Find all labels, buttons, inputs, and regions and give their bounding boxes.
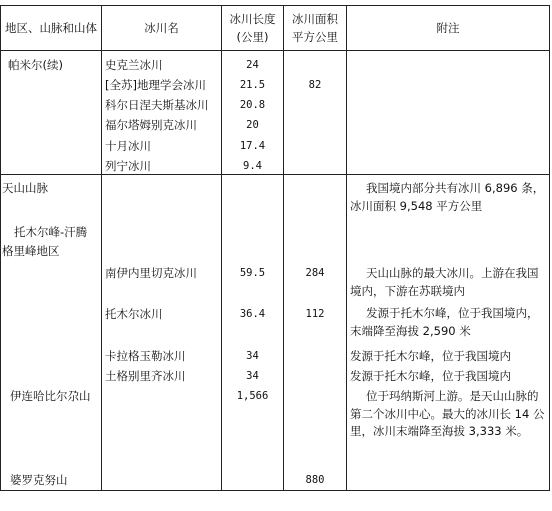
glacier-length: 34 (246, 370, 259, 382)
glacier-length: 9.4 (243, 160, 262, 172)
note-glacier: 发源于托木尔峰，位于我国境内 (350, 369, 511, 383)
glacier-name: 土格别里齐冰川 (105, 369, 186, 383)
header-area: 冰川面积 (292, 12, 338, 26)
glacier-length: 17.4 (239, 140, 266, 152)
glacier-length: 24 (246, 59, 259, 71)
note-glacier: 发源于托木尔峰，位于我国境内 (350, 349, 511, 363)
glacier-name: 十月冰川 (105, 139, 151, 153)
header-bottom-border (0, 50, 550, 51)
table-bottom-border (0, 490, 550, 491)
glacier-name: 列宁冰川 (105, 159, 151, 173)
header-notes: 附注 (436, 21, 460, 35)
glacier-area: 82 (308, 79, 322, 91)
glacier-area: 112 (305, 308, 325, 320)
glacier-length: 21.5 (239, 79, 266, 91)
column-divider (101, 5, 102, 491)
header-area-unit: 平方公里 (292, 30, 338, 44)
note-yilianhabierga: 位于玛纳斯河上游。是天山山脉的第二个冰川中心。最大的冰川长 14 公里，冰川末端降至海拔 3,333 米。 (350, 389, 545, 438)
glacier-length: 20.8 (239, 99, 266, 111)
glacier-name: 福尔塔姆别克冰川 (105, 118, 197, 132)
subregion-tomur-cont: 格里峰地区 (2, 244, 60, 258)
subregion-yilianhabierga: 伊连哈比尔尕山 (10, 389, 91, 403)
region-tianshan: 天山山脉 (2, 181, 48, 195)
glacier-name: 南伊内里切克冰川 (105, 266, 197, 280)
column-divider (549, 5, 550, 491)
column-divider (0, 5, 1, 491)
glacier-name: 科尔日涅夫斯基冰川 (105, 98, 209, 112)
header-region: 地区、山脉和山体 (5, 21, 97, 35)
glacier-name: 卡拉格玉勒冰川 (105, 349, 186, 363)
note-tianshan: 我国境内部分共有冰川 6,896 条，冰川面积 9,548 平方公里 (350, 181, 545, 213)
glacier-length: 34 (246, 350, 259, 362)
glacier-area: 284 (305, 267, 325, 279)
glacier-length: 36.4 (239, 308, 266, 320)
glacier-length: 1,566 (236, 390, 269, 402)
glacier-name: 史克兰冰川 (105, 58, 163, 72)
glacier-length: 59.5 (239, 267, 266, 279)
subregion-boluokenu: 婆罗克努山 (10, 473, 68, 487)
glacier-area: 880 (305, 474, 325, 486)
header-length-unit: (公里) (236, 30, 269, 44)
glacier-length: 20 (246, 119, 259, 131)
header-length: 冰川长度 (229, 12, 276, 26)
header-glacier-name: 冰川名 (144, 21, 179, 35)
subregion-tomur: 托木尔峰-汗腾 (14, 225, 88, 239)
glacier-name: [全苏]地理学会冰川 (105, 78, 206, 92)
region-pamir: 帕米尔(续) (8, 58, 63, 72)
column-divider (346, 5, 347, 491)
note-glacier: 天山山脉的最大冰川。上游在我国境内，下游在苏联境内 (350, 266, 539, 298)
note-glacier: 发源于托木尔峰，位于我国境内，末端降至海拔 2,590 米 (350, 306, 539, 338)
table-top-border (0, 5, 550, 6)
glacier-name: 托木尔冰川 (105, 307, 163, 321)
